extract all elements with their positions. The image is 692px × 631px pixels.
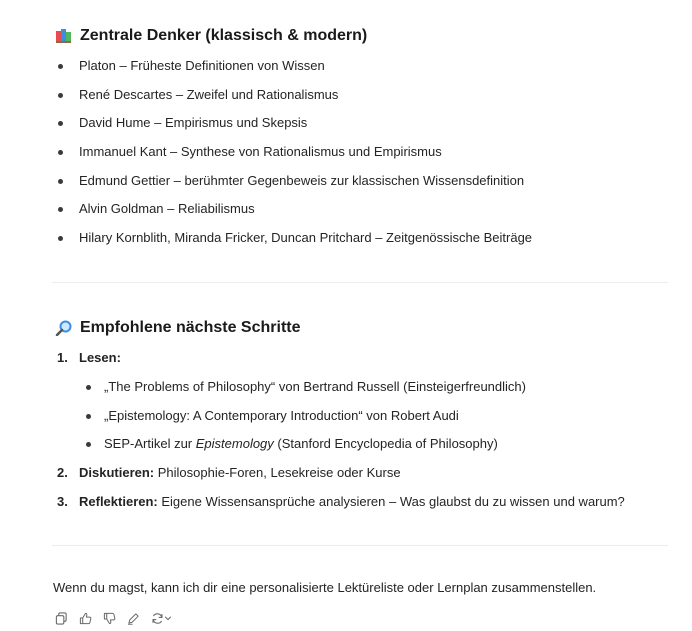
section-heading-thinkers	[55, 27, 367, 45]
regenerate-icon	[151, 612, 164, 625]
magnifier-icon	[55, 320, 73, 336]
step-number: 1.	[57, 350, 68, 365]
list-item: Hilary Kornblith, Miranda Fricker, Duncan Pritchard – Zeitgenössische Beiträge	[55, 230, 532, 259]
section-title: Empfohlene nächste Schritte	[80, 319, 301, 336]
step-text: Philosophie-Foren, Lesekreise oder Kurse	[154, 465, 401, 481]
chevron-down-icon	[164, 614, 172, 622]
books-icon	[55, 28, 73, 44]
thinkers-list	[55, 58, 532, 259]
divider	[52, 282, 668, 283]
message-actions-toolbar	[52, 610, 174, 626]
list-item: David Hume – Empirismus und Skepsis	[55, 115, 532, 144]
step-number: 3.	[57, 494, 68, 510]
copy-icon	[55, 612, 68, 625]
reading-sublist	[55, 379, 625, 465]
step-text: Eigene Wissensansprüche analysieren – Was glaubst du zu wissen und warum?	[157, 494, 625, 510]
steps-list	[55, 350, 625, 523]
step-item	[55, 465, 625, 494]
thumbs-down-button[interactable]	[100, 610, 118, 626]
step-label: Lesen:	[79, 350, 121, 365]
list-item: „Epistemology: A Contemporary Introduction“ von Robert Audi	[79, 408, 625, 437]
step-label: Reflektieren:	[79, 494, 158, 510]
step-item	[55, 494, 625, 523]
thumbs-down-icon	[103, 612, 116, 625]
copy-button[interactable]	[52, 610, 70, 626]
list-item: Edmund Gettier – berühmter Gegenbeweis zur klassischen Wissensdefinition	[55, 173, 532, 202]
edit-icon	[127, 612, 140, 625]
step-item	[55, 350, 625, 379]
list-item: SEP-Artikel zur Epistemology (Stanford Encyclopedia of Philosophy)	[79, 436, 625, 465]
thumbs-up-button[interactable]	[76, 610, 94, 626]
regenerate-button[interactable]	[148, 610, 174, 626]
list-item: Platon – Früheste Definitionen von Wissen	[55, 58, 532, 87]
list-item: René Descartes – Zweifel und Rationalismus	[55, 87, 532, 116]
step-number: 2.	[57, 465, 68, 481]
list-item: „The Problems of Philosophy“ von Bertrand Russell (Einsteigerfreundlich)	[79, 379, 625, 408]
section-title: Zentrale Denker (klassisch & modern)	[80, 27, 368, 44]
step-label: Diskutieren:	[79, 465, 155, 481]
list-item: Immanuel Kant – Synthese von Rationalismus und Empirismus	[55, 144, 532, 173]
divider	[52, 545, 668, 546]
thumbs-up-icon	[79, 612, 92, 625]
list-item: Alvin Goldman – Reliabilismus	[55, 201, 532, 230]
edit-button[interactable]	[124, 610, 142, 626]
section-heading-next-steps	[55, 319, 301, 337]
closing-text: Wenn du magst, kann ich dir eine personalisierte Lektüreliste oder Lernplan zusammenstellen.	[53, 580, 597, 595]
